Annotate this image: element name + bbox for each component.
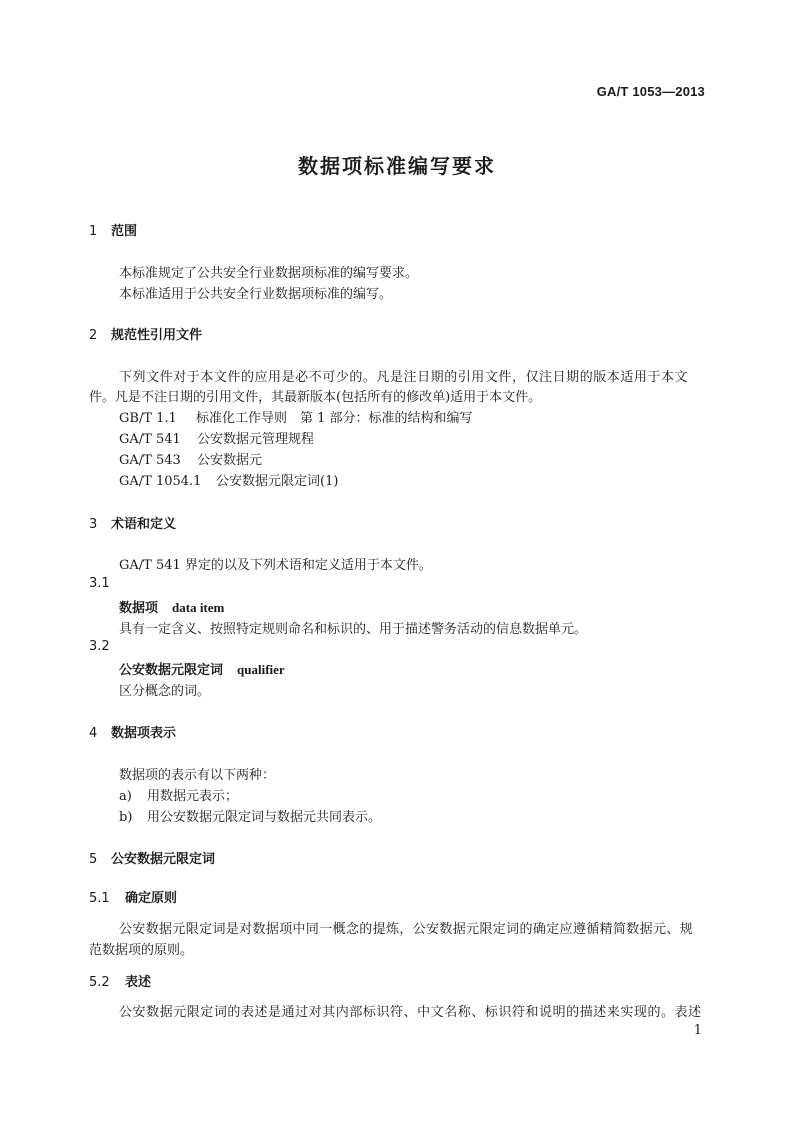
list-marker: b) (119, 810, 133, 825)
list-item (119, 785, 238, 804)
standard-number: GA/T 1053—2013 (596, 84, 705, 99)
paragraph: 数据项的表示有以下两种： (119, 768, 276, 783)
section-number: 5 (89, 852, 98, 867)
document-title: 数据项标准编写要求 (298, 154, 496, 178)
section-3-heading (89, 513, 176, 532)
term-definition: 具有一定含义、按照特定规则命名和标识的、用于描述警务活动的信息数据单元。 (119, 622, 588, 637)
subsection-5-1-heading (89, 887, 177, 906)
reference-item (119, 449, 262, 468)
subsection-title: 确定原则 (125, 891, 178, 906)
term-en: qualifier (237, 662, 285, 677)
subsection-title: 表述 (125, 975, 152, 990)
paragraph-continuation: 件。凡是不注日期的引用文件，其最新版本(包括所有的修改单)适用于本文件。 (89, 390, 542, 405)
paragraph: 公安数据元限定词的表述是通过对其内部标识符、中文名称、标识符和说明的描述来实现的。表述 (119, 1005, 702, 1020)
list-marker: a) (119, 789, 132, 804)
list-text: 用数据元表示； (147, 789, 239, 804)
term-definition: 区分概念的词。 (119, 684, 211, 699)
section-number: 3 (89, 517, 98, 532)
paragraph: 公安数据元限定词是对数据项中同一概念的提炼，公安数据元限定词的确定应遵循精简数据元、规 (119, 922, 694, 937)
reference-code: GA/T 1054.1 (119, 474, 202, 489)
section-title: 术语和定义 (111, 517, 177, 532)
reference-code: GA/T 541 (119, 432, 181, 447)
section-5-heading (89, 848, 215, 867)
subsection-5-2-heading (89, 971, 151, 990)
reference-name: 公安数据元 (197, 453, 263, 468)
term-en: data item (172, 600, 225, 615)
section-2-heading (89, 324, 202, 343)
reference-code: GA/T 543 (119, 453, 181, 468)
page-number: 1 (693, 1023, 702, 1038)
section-number: 4 (89, 726, 98, 741)
section-1-heading (89, 220, 137, 239)
section-title: 范围 (111, 224, 138, 239)
section-title: 公安数据元限定词 (111, 852, 216, 867)
term-zh: 公安数据元限定词 (119, 663, 224, 678)
term-heading (119, 597, 224, 616)
subsection-number: 5.2 (89, 975, 110, 990)
reference-item (119, 470, 338, 489)
paragraph-continuation: 范数据项的原则。 (89, 943, 194, 958)
reference-name: 标准化工作导则 第 1 部分：标准的结构和编写 (196, 411, 473, 426)
section-title: 数据项表示 (111, 726, 177, 741)
section-number: 1 (89, 224, 98, 239)
section-4-heading (89, 722, 176, 741)
term-number: 3.1 (89, 576, 110, 591)
term-number: 3.2 (89, 639, 110, 654)
paragraph: 本标准规定了公共安全行业数据项标准的编写要求。 (119, 266, 419, 281)
reference-item (119, 407, 473, 426)
reference-name: 公安数据元限定词(1) (216, 474, 339, 489)
paragraph: 本标准适用于公共安全行业数据项标准的编写。 (119, 287, 393, 302)
subsection-number: 5.1 (89, 891, 110, 906)
reference-name: 公安数据元管理规程 (197, 432, 315, 447)
paragraph: GA/T 541 界定的以及下列术语和定义适用于本文件。 (119, 558, 432, 573)
section-title: 规范性引用文件 (111, 328, 203, 343)
reference-item (119, 428, 314, 447)
term-heading (119, 659, 285, 678)
list-text: 用公安数据元限定词与数据元共同表示。 (147, 810, 382, 825)
list-item (119, 806, 381, 825)
reference-code: GB/T 1.1 (119, 411, 177, 426)
paragraph: 下列文件对于本文件的应用是必不可少的。凡是注日期的引用文件，仅注日期的版本适用于本文 (119, 370, 689, 385)
term-zh: 数据项 (119, 601, 159, 616)
section-number: 2 (89, 328, 98, 343)
